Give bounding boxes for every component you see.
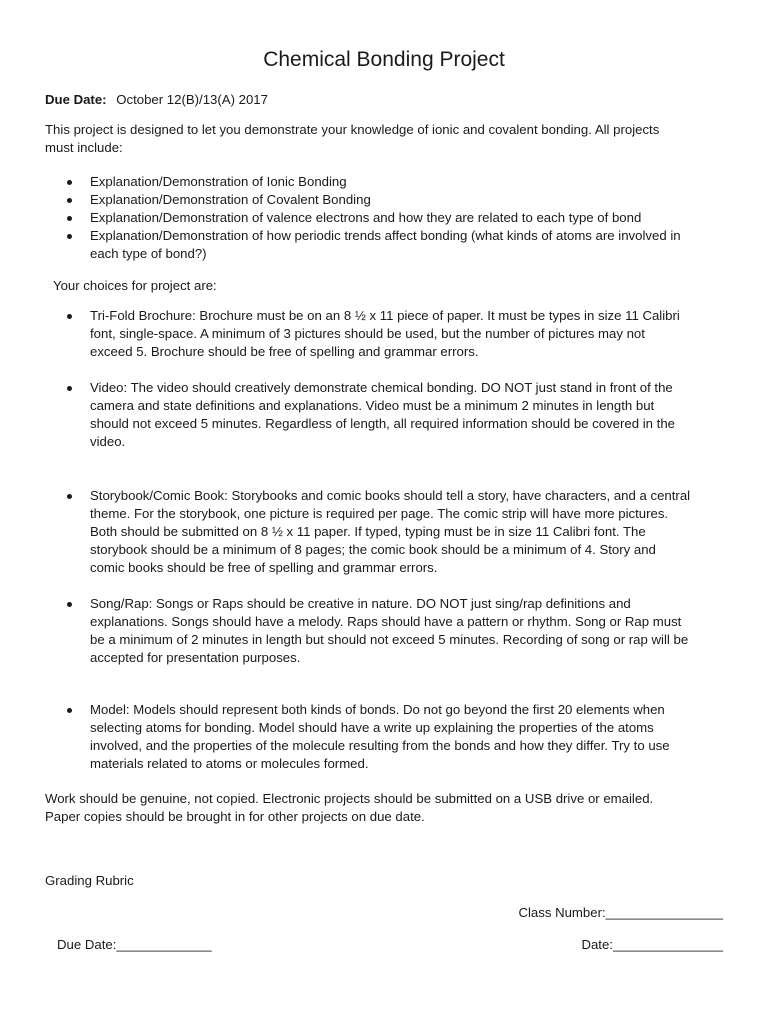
due-date-field: Due Date:_____________ — [57, 937, 212, 952]
list-item: Song/Rap: Songs or Raps should be creative in nature. DO NOT just sing/rap definitions and explanations. Songs should have a melody. Raps should have a pattern or rhythm. Song or Rap must be a minimum of 2 minutes in length but should not exceed 5 minutes. Recording of song or rap will be accepted for presentation purposes. — [45, 595, 745, 667]
due-date-line — [45, 91, 268, 109]
class-number-field: Class Number:________________ — [518, 905, 723, 920]
list-item: Explanation/Demonstration of how periodic trends affect bonding (what kinds of atoms are involved in each type of bond?) — [45, 227, 745, 263]
closing-line: Work should be genuine, not copied. Electronic projects should be submitted on a USB drive or emailed. — [45, 791, 654, 806]
choice-storybook — [45, 487, 745, 577]
intro-line: This project is designed to let you demonstrate your knowledge of ionic and covalent bonding. All projects — [45, 122, 660, 137]
date-field: Date:_______________ — [581, 937, 723, 952]
list-item: Tri-Fold Brochure: Brochure must be on an 8 ½ x 11 piece of paper. It must be types in size 11 Calibri font, single-space. A minimum of 3 pictures should be used, but the number of pictures may not exceed 5. Brochure should be free of spelling and grammar errors. — [45, 307, 745, 361]
list-item: Explanation/Demonstration of Covalent Bonding — [45, 191, 745, 209]
list-item: Model: Models should represent both kinds of bonds. Do not go beyond the first 20 elements when selecting atoms for bonding. Model should have a write up explaining the properties of the atoms involved, and the properties of the molecule resulting from the bonds and how they differ. Try to use materials related to atoms or molecules formed. — [45, 701, 745, 773]
choice-model — [45, 701, 745, 773]
choices-heading: Your choices for project are: — [53, 278, 217, 293]
choice-brochure — [45, 307, 745, 361]
due-date-value: October 12(B)/13(A) 2017 — [116, 92, 268, 107]
closing-line: Paper copies should be brought in for other projects on due date. — [45, 809, 425, 824]
list-item: Storybook/Comic Book: Storybooks and comic books should tell a story, have characters, and a central theme. For the storybook, one picture is required per page. The comic strip will have more pictures. Both should be submitted on 8 ½ x 11 paper. If typed, typing must be in size 11 Calibri font. The storybook should be a minimum of 8 pages; the comic book should be a minimum of 4. Story and comic books should be free of spelling and grammar errors. — [45, 487, 745, 577]
list-item: Video: The video should creatively demonstrate chemical bonding. DO NOT just stand in front of the camera and state definitions and explanations. Video must be a minimum 2 minutes in length but should not exceed 5 minutes. Regardless of length, all required information should be covered in the video. — [45, 379, 745, 451]
intro-line: must include: — [45, 140, 123, 155]
grading-rubric-label: Grading Rubric — [45, 873, 134, 888]
choice-video — [45, 379, 745, 451]
requirements-list — [45, 173, 745, 263]
choice-song-rap — [45, 595, 745, 667]
list-item: Explanation/Demonstration of Ionic Bonding — [45, 173, 745, 191]
due-date-label: Due Date: — [45, 92, 107, 107]
closing-paragraph — [45, 790, 653, 826]
list-item: Explanation/Demonstration of valence electrons and how they are related to each type of bond — [45, 209, 745, 227]
intro-paragraph — [45, 121, 659, 157]
page-title: Chemical Bonding Project — [263, 48, 505, 71]
